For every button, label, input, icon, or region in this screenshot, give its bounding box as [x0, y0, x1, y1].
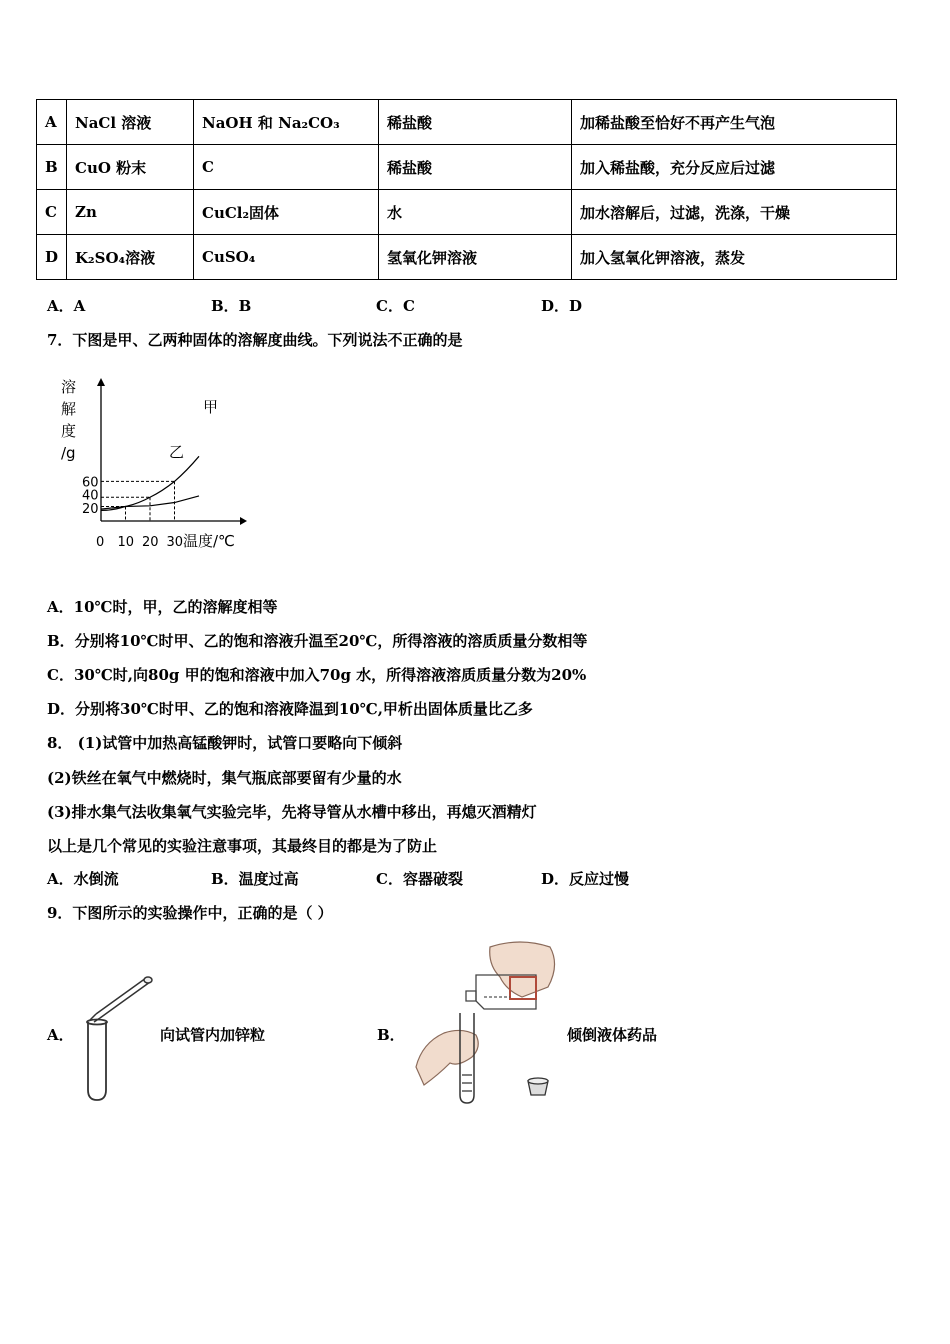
- x-tick-label: 20: [142, 535, 159, 550]
- impurity-cell: C: [194, 145, 379, 190]
- q6-choice-d[interactable]: D．D: [541, 297, 583, 315]
- reagent-cell: 氢氧化钾溶液: [379, 235, 572, 280]
- series-label: 乙: [169, 443, 185, 461]
- q8-choice-d[interactable]: D．反应过慢: [541, 870, 630, 888]
- x-tick-label: 10: [117, 535, 135, 550]
- impurity-cell: NaOH 和 Na₂CO₃: [194, 100, 379, 145]
- y-axis-label: /g: [61, 444, 76, 462]
- row-label: A: [37, 100, 67, 145]
- q9-option-b-caption: 倾倒液体药品: [567, 1026, 658, 1044]
- reagent-cell: 稀盐酸: [379, 100, 572, 145]
- reagent-cell: 稀盐酸: [379, 145, 572, 190]
- y-tick-label: 20: [82, 501, 99, 517]
- hand-icon: [416, 1030, 478, 1085]
- method-cell: 加稀盐酸至恰好不再产生气泡: [572, 100, 897, 145]
- hand-icon: [490, 942, 555, 997]
- method-cell: 加入氢氧化钾溶液，蒸发: [572, 235, 897, 280]
- q8-line-2: (2)铁丝在氧气中燃烧时，集气瓶底部要留有少量的水: [47, 769, 402, 787]
- row-label: B: [37, 145, 67, 190]
- y-tick-label: 40: [82, 488, 99, 504]
- q7-option-b[interactable]: B．分别将10℃时甲、乙的饱和溶液升温至20℃，所得溶液的溶质质量分数相等: [47, 632, 588, 650]
- substance-cell: NaCl 溶液: [67, 100, 194, 145]
- q9-option-a-caption: 向试管内加锌粒: [160, 1026, 266, 1044]
- x-axis-arrow: [240, 517, 247, 525]
- row-label: D: [37, 235, 67, 280]
- y-axis-label: 度: [61, 422, 77, 440]
- options-table: [36, 99, 897, 280]
- q7-option-d[interactable]: D．分别将30℃时甲、乙的饱和溶液降温到10℃,甲析出固体质量比乙多: [47, 700, 533, 718]
- table-row: [37, 145, 897, 190]
- q6-choice-b[interactable]: B．B: [211, 297, 252, 315]
- x-tick-label: 30: [166, 535, 184, 550]
- q8-line-3: (3)排水集气法收集氧气实验完毕，先将导管从水槽中移出，再熄灭酒精灯: [47, 803, 537, 821]
- q8-choice-c[interactable]: C．容器破裂: [376, 870, 463, 888]
- substance-cell: Zn: [67, 190, 194, 235]
- test-tube-icon: [87, 1020, 107, 1101]
- q7-option-a[interactable]: A．10℃时，甲，乙的溶解度相等: [47, 598, 278, 616]
- q7-question: 7．下图是甲、乙两种固体的溶解度曲线。下列说法不正确的是: [47, 331, 463, 349]
- series-label: 甲: [203, 398, 219, 416]
- pouring-liquid-illustration: [410, 935, 565, 1107]
- y-axis-arrow: [97, 378, 105, 386]
- q8-line-1: 8． (1)试管中加热高锰酸钾时，试管口要略向下倾斜: [47, 734, 403, 752]
- table-row: [37, 235, 897, 280]
- q7-option-c[interactable]: C．30℃时,向80g 甲的饱和溶液中加入70g 水，所得溶液溶质质量分数为20%: [47, 666, 587, 684]
- impurity-cell: CuCl₂固体: [194, 190, 379, 235]
- q9-option-b-label[interactable]: B．: [377, 1026, 405, 1044]
- origin-label: 0: [96, 535, 105, 550]
- x-axis-label: 温度/℃: [183, 532, 235, 550]
- impurity-cell: CuSO₄: [194, 235, 379, 280]
- y-axis-label: 溶: [61, 378, 77, 396]
- q9-question: 9．下图所示的实验操作中，正确的是（ ）: [47, 904, 333, 922]
- method-cell: 加水溶解后，过滤，洗涤，干燥: [572, 190, 897, 235]
- stopper-icon: [528, 1078, 548, 1095]
- q6-choice-c[interactable]: C．C: [376, 297, 415, 315]
- substance-cell: CuO 粉末: [67, 145, 194, 190]
- y-tick-label: 60: [82, 475, 99, 491]
- table-row: [37, 190, 897, 235]
- method-cell: 加入稀盐酸，充分反应后过滤: [572, 145, 897, 190]
- row-label: C: [37, 190, 67, 235]
- q8-question: 以上是几个常见的实验注意事项，其最终目的都是为了防止: [47, 837, 438, 855]
- dropper-icon: [90, 977, 152, 1022]
- q8-choice-a[interactable]: A．水倒流: [47, 870, 119, 888]
- q6-choice-a[interactable]: A．A: [47, 297, 86, 315]
- test-tube-dropper-illustration: [80, 970, 160, 1108]
- y-axis-label: 解: [61, 400, 77, 418]
- substance-cell: K₂SO₄溶液: [67, 235, 194, 280]
- table-row: [37, 100, 897, 145]
- reagent-cell: 水: [379, 190, 572, 235]
- q8-choice-b[interactable]: B．温度过高: [211, 870, 299, 888]
- solubility-chart: [55, 372, 255, 554]
- q9-option-a-label[interactable]: A．: [47, 1026, 74, 1044]
